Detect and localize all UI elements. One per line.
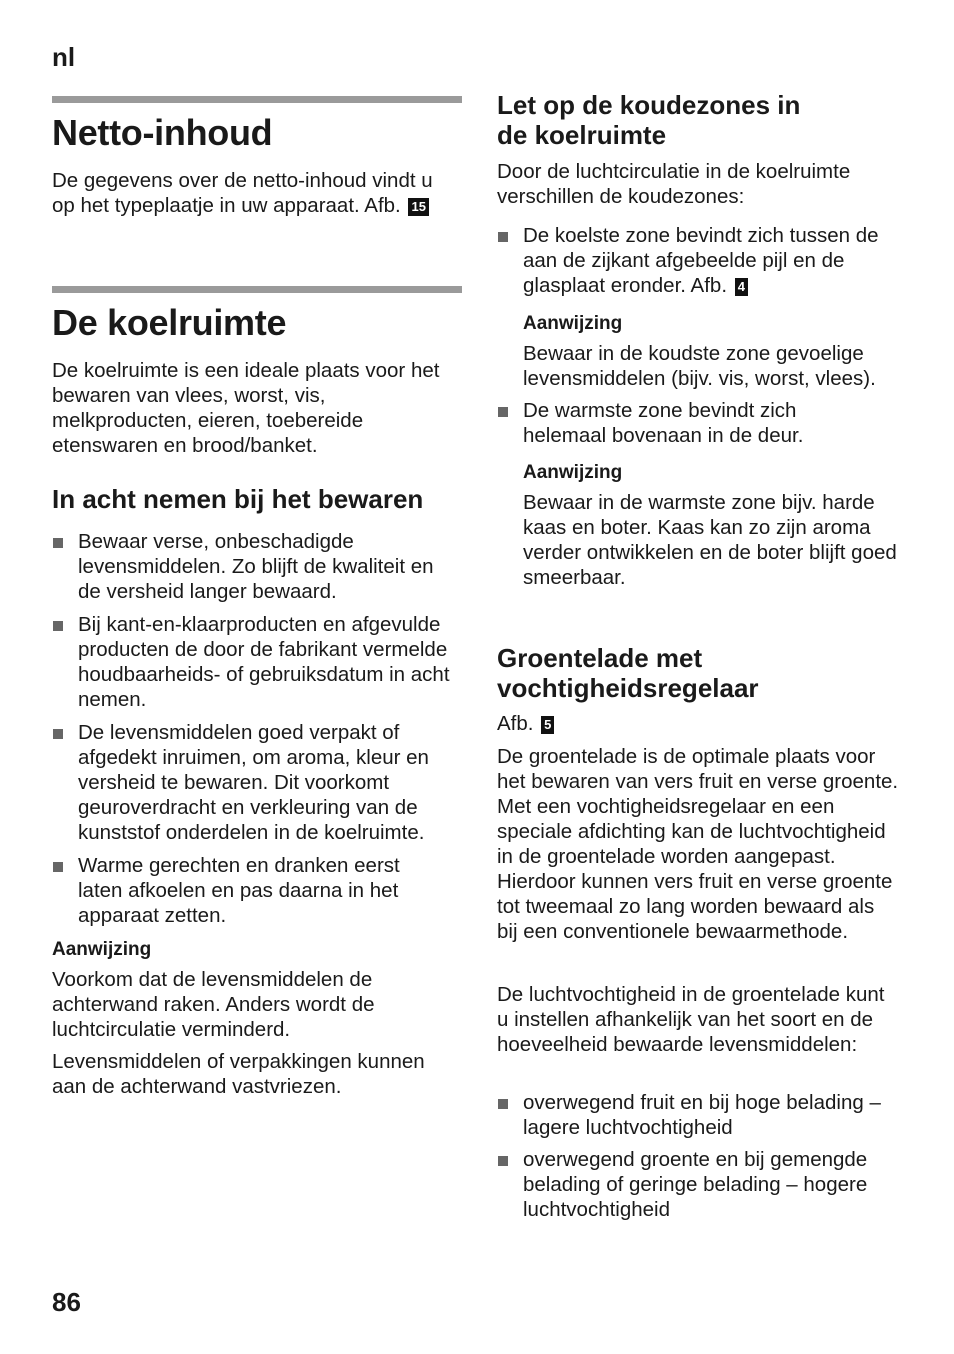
language-code: nl <box>52 42 76 72</box>
list-item: Bewaar verse, onbeschadigde levensmiddelen. Zo blijft de kwaliteit en de versheid langer bewaard. <box>52 529 464 604</box>
figure-reference-line: Afb. 5 <box>497 711 907 736</box>
figure-ref: 4 <box>735 278 748 296</box>
groente-paragraph: De luchtvochtigheid in de groentelade kunt u instellen afhankelijk van het soort en de hoeveelheid bewaarde levensmiddelen: <box>497 983 885 1056</box>
figure-ref: 5 <box>541 716 554 734</box>
list-item: De levensmiddelen goed verpakt of afgedekt inruimen, om aroma, kleur en versheid te bewaren. Dit voorkomt geuroverdracht en verkleuring van de kunststof onderdelen in de koelruimte. <box>52 720 464 845</box>
list-item: Bij kant-en-klaarproducten en afgevulde producten de door de fabrikant vermelde houdbaarheids- of gebruiksdatum in acht nemen. <box>52 612 464 712</box>
note-text: Bewaar in de warmste zone bijv. harde kaas en boter. Kaas kan zo zijn aroma verder ontwikkelen en de boter blijft goed smeerbaar. <box>523 491 897 589</box>
bullet-icon <box>53 538 63 548</box>
note-text: Levensmiddelen of verpakkingen kunnen aan de achterwand vastvriezen. <box>52 1050 425 1098</box>
groente-list <box>497 1090 905 1222</box>
bullet-icon <box>498 1156 508 1166</box>
note-text: Bewaar in de koudste zone gevoelige levensmiddelen (bijv. vis, worst, vlees). <box>523 342 876 390</box>
zones-intro: Door de luchtcirculatie in de koelruimte verschillen de koudezones: <box>497 160 851 208</box>
section-divider <box>52 286 462 293</box>
groente-heading: Groentelade met vochtigheidsregelaar <box>497 643 759 703</box>
note-title: Aanwijzing <box>523 313 623 334</box>
groente-paragraph: De groentelade is de optimale plaats voor het bewaren van vers fruit en verse groente. Met een vochtigheidsregelaar en een speciale afdichting kan de luchtvochtigheid in de groentelade worden aangepast. Hierdoor kunnen vers fruit en verse groente tot tweemaal zo lang worden bewaard als bij een conventionele bewaarmethode. <box>497 745 899 943</box>
figure-ref: 15 <box>408 198 428 216</box>
list-item: overwegend fruit en bij hoge belading – lagere luchtvochtigheid <box>497 1090 905 1140</box>
bewaren-list <box>52 529 464 928</box>
note-title: Aanwijzing <box>523 462 623 483</box>
zones-heading: Let op de koudezones in de koelruimte <box>497 90 801 150</box>
list-item: De koelste zone bevindt zich tussen de aan de zijkant afgebeelde pijl en de glasplaat eronder. Afb. 4 <box>497 223 905 298</box>
koel-paragraph: De koelruimte is een ideale plaats voor het bewaren van vlees, worst, vis, melkproducten, eieren, toebereide etenswaren en brood/banket. <box>52 359 440 457</box>
bullet-icon <box>53 729 63 739</box>
section-divider <box>52 96 462 103</box>
bullet-icon <box>498 232 508 242</box>
note-title: Aanwijzing <box>52 939 152 960</box>
list-item: De warmste zone bevindt zich helemaal bovenaan in de deur. <box>497 398 905 448</box>
netto-paragraph: De gegevens over de netto-inhoud vindt u op het typeplaatje in uw apparaat. Afb. 15 <box>52 169 433 217</box>
netto-heading: Netto-inhoud <box>52 112 273 153</box>
koel-heading: De koelruimte <box>52 302 287 343</box>
bullet-icon <box>498 1099 508 1109</box>
bullet-icon <box>53 621 63 631</box>
bullet-icon <box>498 407 508 417</box>
bullet-icon <box>53 862 63 872</box>
page-number: 86 <box>52 1287 81 1317</box>
note-text: Voorkom dat de levensmiddelen de achterwand raken. Anders wordt de luchtcirculatie verminderd. <box>52 968 375 1041</box>
bewaren-heading: In acht nemen bij het bewaren <box>52 484 424 514</box>
zones-list <box>497 223 905 590</box>
list-item: overwegend groente en bij gemengde belading of geringe belading – hogere luchtvochtigheid <box>497 1147 905 1222</box>
list-item: Warme gerechten en dranken eerst laten afkoelen en pas daarna in het apparaat zetten. <box>52 853 464 928</box>
